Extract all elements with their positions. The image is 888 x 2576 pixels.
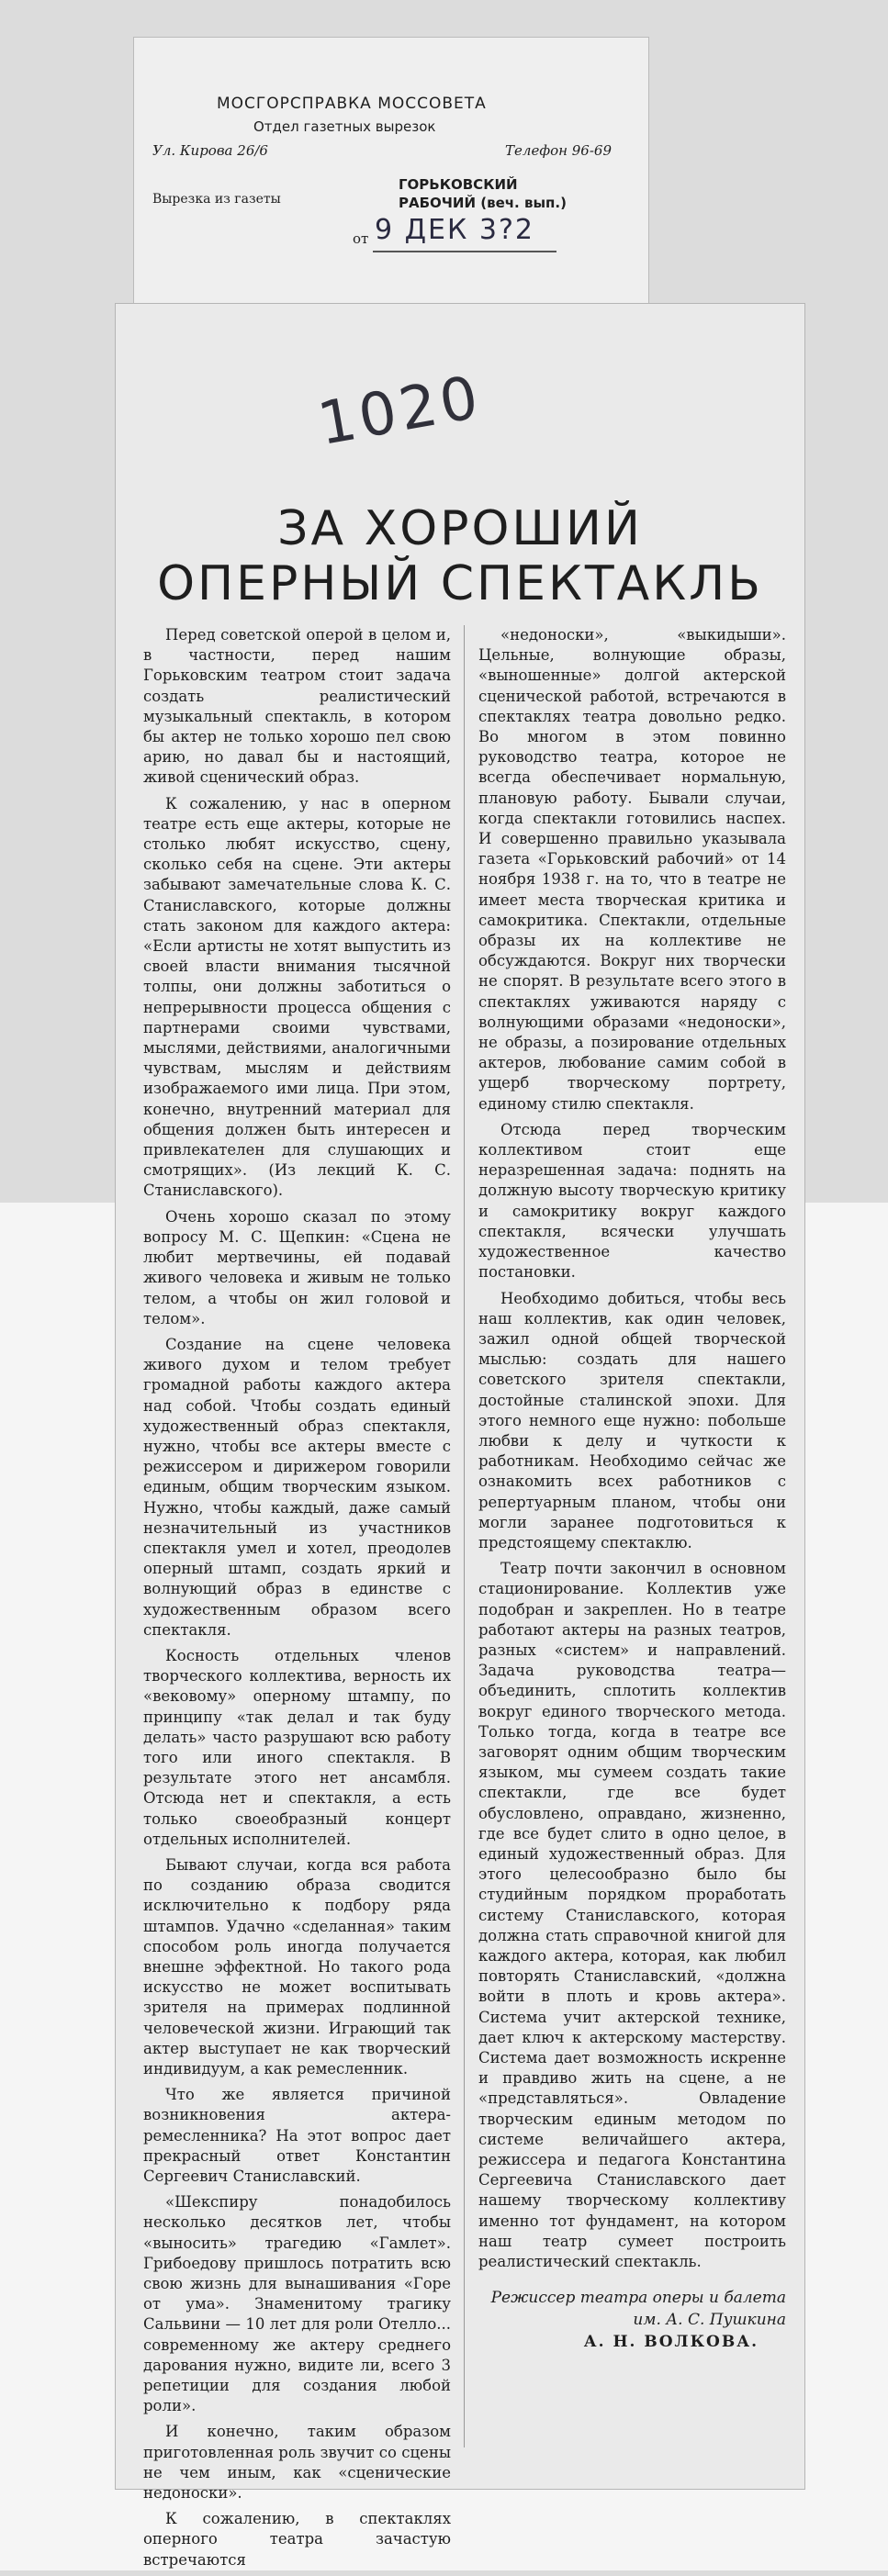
newspaper-name: ГОРЬКОВСКИЙ РАБОЧИЙ (веч. вып.) [399,176,567,211]
date-underline [373,251,556,252]
bureau-phone: Телефон 96-69 [505,142,612,159]
paragraph: Очень хорошо сказал по этому вопросу М. С. Щепкин: «Сцена не любит мертвечины, ей подавай живого человека и живым не только телом, а чтобы он жил головой и телом». [143,1207,451,1327]
article-column-right [478,625,786,2353]
date-from-label: от [353,230,369,247]
paragraph: К сожалению, в спектаклях оперного театра зачастую встречаются [143,2510,451,2569]
paragraph: Перед советской оперой в целом и, в частности, перед нашим Горьковским театром стоит задача создать реалистический музыкальный спектакль, в котором бы актер не только хорошо пел свою арию, но давал бы и настоящий, живой сценический образ. [143,626,451,787]
clipping-label: Вырезка из газеты [152,192,281,207]
clipping-bureau-slip [133,37,649,328]
bureau-address: Ул. Кирова 26/6 [152,142,268,159]
paragraph: Косность отдельных членов творческого коллектива, верность их «вековому» оперному штампу, по принципу «так делал и так буду делать» часто разрушают всю работу того или иного спектакля. В результате этого нет ансамбля. Отсюда нет и спектакля, а есть только своеобразный концерт отдельных исполнителей. [143,1646,451,1848]
paragraph: «Шекспиру понадобилось несколько десятков лет, чтобы «выносить» трагедию «Гамлет». Грибоедову пришлось потратить всю свою жизнь для вынашивания «Горе от ума». Знаменитому трагику Сальвини — 10 лет для роли Отелло... современному же актеру среднего дарования нужно, видите ли, всего 3 репетиции для создания любой роли». [143,2193,451,2415]
paragraph: Бывают случаи, когда вся работа по созданию образа сводится исключительно к подбору ряда штампов. Удачно «сделанная» таким способом роль иногда получается внешне эффектной. Но такого рода искусство не может воспитывать зрителя на примерах подлинной человеческой жизни. Играющий так актер выступает не как творческий индивидуум, а как ремесленник. [143,1855,451,2078]
paragraph: Что же является причиной возникновения актера-ремесленника? На этот вопрос дает прекрасный ответ Константин Сергеевич Станиславский. [143,2086,451,2186]
paragraph: И конечно, таким образом приготовленная роль звучит со сцены не чем иным, как «сценические недоноски». [143,2423,451,2503]
headline-line-2: ОПЕРНЫЙ СПЕКТАКЛЬ [157,556,763,611]
handwritten-archive-number: 1020 [312,364,487,459]
paragraph: Создание на сцене человека живого духом и телом требует громадной работы каждого актера над собой. Чтобы создать единый художественный образ спектакля, нужно, чтобы все актеры вместе с режиссером и дирижером говорили единым, общим творческим языком. Нужно, чтобы каждый, даже самый незначительный из участников спектакля умел и хотел, преодолев оперный штамп, создать яркий и волнующий образ в единстве с художественным образом всего спектакля. [143,1335,451,1639]
paragraph: К сожалению, у нас в оперном театре есть еще актеры, которые не столько любят искусство, сцену, сколько себя на сцене. Эти актеры забывают замечательные слова К. С. Станиславского, которые должны стать законом для каждого актера: «Если артисты не хотят выпустить из своей власти внимания тысячной толпы, они должны заботиться о непрерывности процесса общения с партнерами своими чувствами, мыслями, действиями, аналогичными чувствам, мыслям и действиям изображаемого ими лица. При этом, конечно, внутренний материал для общения должен быть интересен и привлекателен для слушающих и смотрящих». (Из лекций К. С. Станиславского). [143,794,451,1200]
article-column-left [143,625,451,2576]
agency-name: МОСГОРСПРАВКА МОССОВЕТА [217,95,487,113]
author-signature [478,2287,786,2353]
headline-line-1: ЗА ХОРОШИЙ [277,501,643,556]
paragraph: Отсюда перед творческим коллективом стоит еще неразрешенная задача: поднять на должную высоту творческую критику и самокритику вокруг каждого спектакля, всячески улучшать художественное качество постановки. [478,1120,786,1282]
author-role: Режиссер театра оперы и балета им. А. С. Пушкина [490,2289,786,2330]
newspaper-clipping [115,303,805,2569]
paragraph: Театр почти закончил в основном стационирование. Коллектив уже подобран и закреплен. Но в театре работают актеры на разных театров, разных «систем» и направлений. Задача руководства театра—объединить, сплотить коллектив вокруг единого творческого метода. Только тогда, когда в театре все заговорят одним общим творческим языком, мы сумеем создать такие спектакли, где все будет обусловлено, оправдано, жизненно, где все будет слито в одно целое, в единый художественный образ. Для этого целесообразно было бы студийным порядком проработать систему Станиславского, которая должна стать справочной книгой для каждого актера, которая, как любил повторять Станиславский, «должна войти в плоть и кровь актера». Система учит актерской технике, дает ключ к актерскому мастерству. Система дает возможность искренне и правдиво жить на сцене, а не «представляться». Овладение творческим единым методом по системе величайшего актера, режиссера и педагога Константина Сергеевича Станиславского дает нашему творческому коллективу именно тот фундамент, на котором наш театр сумеет построить реалистический спектакль. [478,1560,786,2271]
paragraph: Необходимо добиться, чтобы весь наш коллектив, как один человек, зажил одной общей творческой мыслью: создать для нашего советского зрителя спектакли, достойные сталинской эпохи. Для этого немного еще нужно: побольше любви к делу и чуткости к работникам. Необходимо сейчас же ознакомить всех работников с репертуарным планом, чтобы они могли заранее подготовиться к предстоящему спектаклю. [478,1289,786,1551]
department-name: Отдел газетных вырезок [253,118,436,135]
article-headline [116,501,804,611]
author-name: А. Н. ВОЛКОВА. [583,2333,759,2352]
paragraph: «недоноски», «выкидыши». Цельные, волнующие образы, «выношенные» долгой актерской сценической работой, встречаются в спектаклях театра довольно редко. Во многом в этом повинно руководство театра, которое не всегда обеспечивает нормальную, плановую работу. Бывали случаи, когда спектакли готовились наспех. И совершенно правильно указывала газета «Горьковский рабочий» от 14 ноября 1938 г. на то, что в театре не имеет места творческая критика и самокритика. Спектакли, отдельные образы их на коллективе не обсуждаются. Вокруг них творчески не спорят. В результате всего этого в спектаклях уживаются наряду с волнующими образами «недоноски», не образы, а позирование отдельных актеров, любование самим собой в ущерб творческому портрету, единому стилю спектакля. [478,626,786,1113]
date-stamp: 9 ДЕК 3?2 [375,214,534,246]
column-divider [464,625,465,2447]
